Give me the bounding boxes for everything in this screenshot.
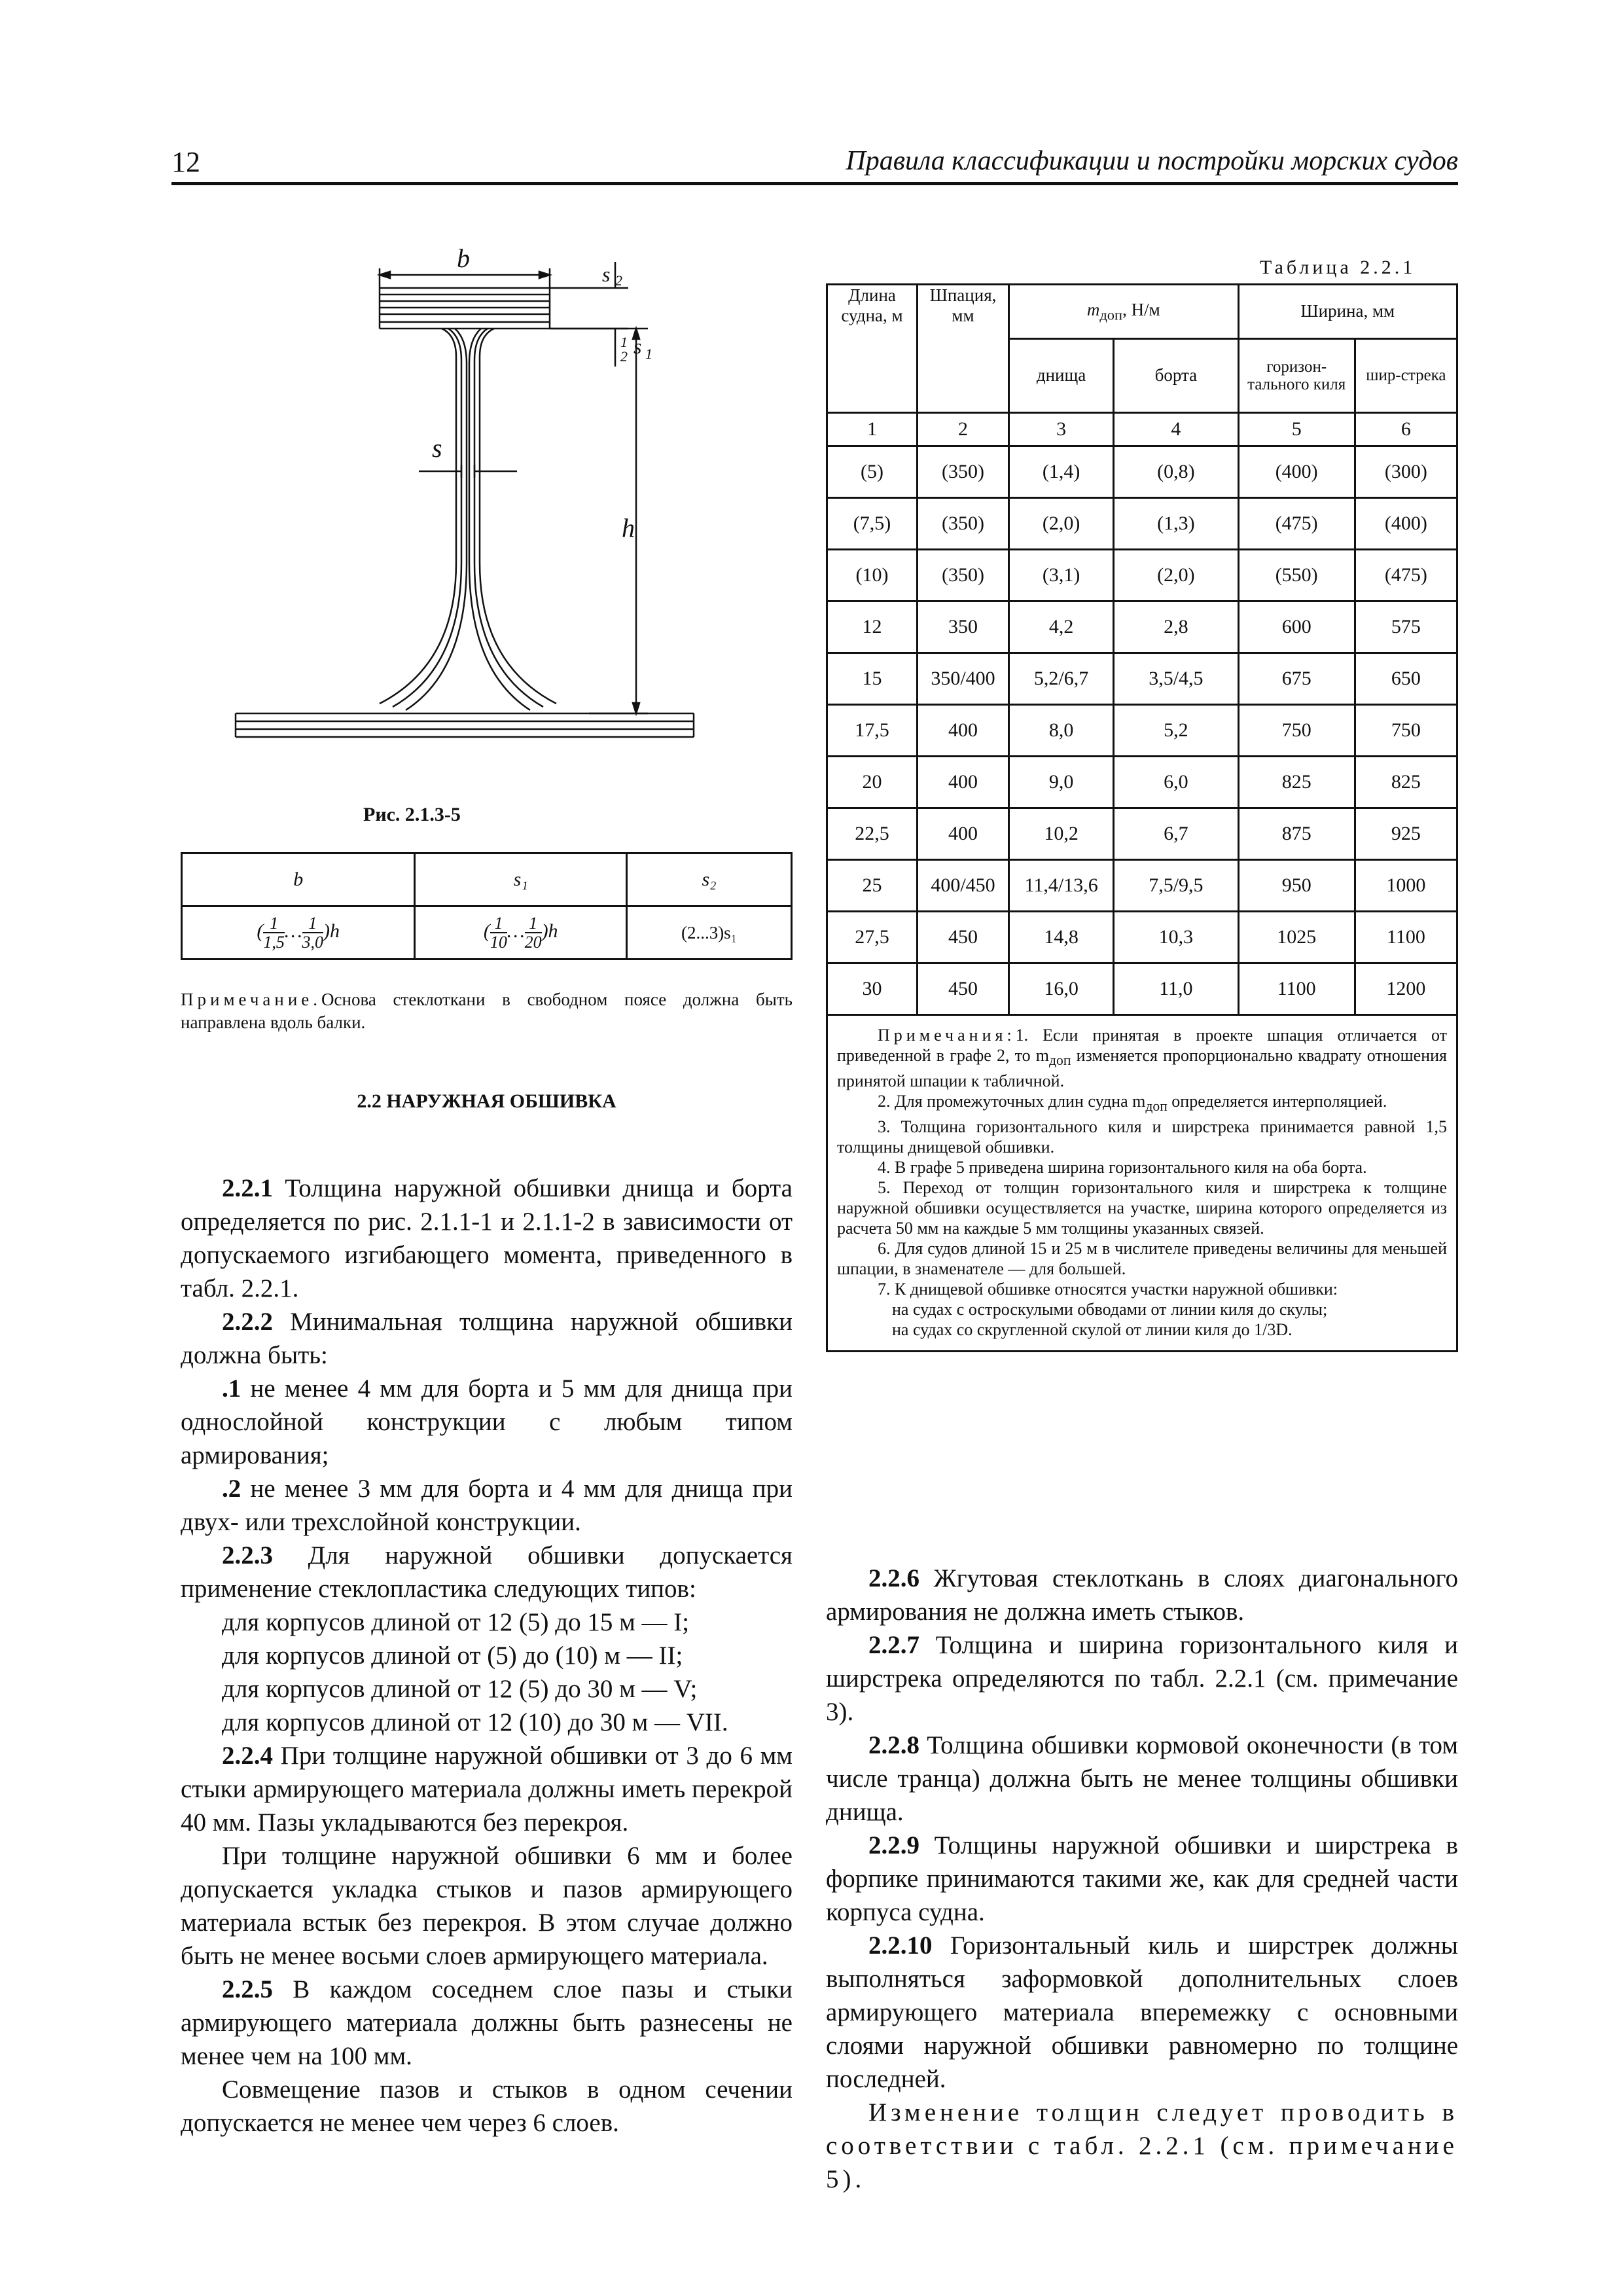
table-row	[827, 653, 1457, 705]
header-s1: s₁	[415, 853, 627, 906]
table-row	[827, 601, 1457, 653]
label-half-den: 2	[620, 348, 628, 365]
col-side-header: борта	[1114, 339, 1238, 413]
value-b: ( $\frac{1}{1,5}$ … $\frac{1}{3,0}$ )h	[182, 906, 415, 960]
paragraph: 2.2.3 Для наружной обшивки допускается применение стеклопластика следующих типов:	[181, 1541, 793, 1603]
table-cell: 1100	[1238, 963, 1355, 1015]
table-cell: 14,8	[1009, 912, 1114, 963]
table-cell: 450	[918, 912, 1009, 963]
table-row	[827, 498, 1457, 550]
table-row	[182, 906, 792, 960]
table-cell: 7,5/9,5	[1114, 860, 1238, 912]
table-cell: 8,0	[1009, 705, 1114, 757]
running-title: Правила классификации и постройки морских судов	[846, 146, 1458, 176]
col-keel-header: горизон-тального киля	[1238, 339, 1355, 413]
paragraph: 2.2.6 Жгутовая стеклоткань в слоях диагонального армирования не должна иметь стыков.	[826, 1564, 1458, 1626]
table-cell: (400)	[1238, 446, 1355, 498]
label-h: h	[622, 513, 635, 543]
table-row	[827, 912, 1457, 963]
list-item: для корпусов длиной от 12 (10) до 30 м — VII.	[222, 1708, 728, 1736]
label-s: s	[432, 433, 442, 463]
table-cell: 25	[827, 860, 918, 912]
col-bottom-header: днища	[1009, 339, 1114, 413]
table-cell: 10,3	[1114, 912, 1238, 963]
table-row	[182, 853, 792, 906]
table-cell: 1100	[1355, 912, 1457, 963]
header-b: b	[182, 853, 415, 906]
table-cell: 825	[1355, 757, 1457, 808]
paragraph: .2 не менее 3 мм для борта и 4 мм для днища при двух- или трехслойной конструкции.	[181, 1475, 793, 1536]
table-cell: 11,0	[1114, 963, 1238, 1015]
table-cell: 400	[918, 705, 1009, 757]
header-s2: s₂	[627, 853, 792, 906]
table-cell: 400	[918, 808, 1009, 860]
page-number: 12	[171, 146, 200, 178]
label-s1-sub: 1	[645, 346, 652, 362]
table-cell: (2,0)	[1114, 550, 1238, 601]
table-cell: 1200	[1355, 963, 1457, 1015]
table-index-row: 1 2 3 4 5 6	[827, 413, 1457, 446]
table-row	[827, 757, 1457, 808]
paragraph: 2.2.9 Толщины наружной обшивки и ширстрека в форпике принимаются такими же, как для средней части корпуса судна.	[826, 1831, 1458, 1926]
table-row	[827, 550, 1457, 601]
table-cell: (300)	[1355, 446, 1457, 498]
table-cell: 6,7	[1114, 808, 1238, 860]
table-cell: 20	[827, 757, 918, 808]
paragraph: 2.2.2 Минимальная толщина наружной обшивки должна быть:	[181, 1308, 793, 1369]
label-s1: s	[633, 334, 642, 358]
paragraph: 2.2.10 Горизонтальный киль и ширстрек должны выполняться заформовкой дополнительных слоев армирующего материала вперемежку с основными слоями наружной обшивки равномерно по толщине последней.	[826, 1931, 1458, 2093]
paragraph: 2.2.7 Толщина и ширина горизонтального киля и ширстрека определяются по табл. 2.2.1 (см. примечание 3).	[826, 1631, 1458, 1726]
table-cell: 400/450	[918, 860, 1009, 912]
table-row	[827, 808, 1457, 860]
dimensions-table	[181, 852, 793, 960]
table-cell: 825	[1238, 757, 1355, 808]
table-notes: Примечания:1. Если принятая в проекте шпация отличается от приведенной в графе 2, то $m_{доп}$ изменяется пропорционально квадрату отношения принятой шпации к табличной. 2. Для промежуточных длин судна $m_{доп}$ определяется интерполяцией. 3. Толщина горизонтального киля и ширстрека принимается равной 1,5 толщины днищевой обшивки. 4. В графе 5 приведена ширина горизонтального киля на оба борта. 5. Переход от толщин горизонтального киля и ширстрека к толщине наружной обшивки осуществляется на участке, ширина которого определяется из расчета 50 мм на каждые 5 мм толщины указанных связей. 6. Для судов длиной 15 и 25 м в числителе приведены величины для меньшей шпации, в знаменателе — для большей. 7. К днищевой обшивке относятся участки наружной обшивки: на судах с остроскулыми обводами от линии киля до скулы; на судах со скругленной скулой от линии киля до 1/3D.	[827, 1015, 1457, 1352]
table-row	[827, 860, 1457, 912]
note-label: Примечание.	[181, 990, 322, 1009]
section-title: 2.2 НАРУЖНАЯ ОБШИВКА	[357, 1090, 616, 1112]
paragraph: При толщине наружной обшивки 6 мм и более допускается укладка стыков и пазов армирующего материала встык без перекроя. В этом случае должно быть не менее восьми слоев армирующего материала.	[181, 1842, 793, 1970]
col-m-header: $m_{доп}$, Н/м	[1009, 285, 1239, 339]
table-cell: 675	[1238, 653, 1355, 705]
table-cell: (3,1)	[1009, 550, 1114, 601]
t-beam-figure	[196, 249, 733, 785]
table-cell: 750	[1238, 705, 1355, 757]
list-item: для корпусов длиной от 12 (5) до 15 м — I;	[222, 1608, 690, 1636]
table-cell: (475)	[1238, 498, 1355, 550]
table-cell: (0,8)	[1114, 446, 1238, 498]
table-notes-row	[827, 1015, 1457, 1352]
table-cell: (350)	[918, 498, 1009, 550]
figure-note	[181, 988, 793, 1034]
table-row	[827, 705, 1457, 757]
col-width-header: Ширина, мм	[1238, 285, 1457, 339]
table-cell: 22,5	[827, 808, 918, 860]
table-cell: 600	[1238, 601, 1355, 653]
paragraph: .1 не менее 4 мм для борта и 5 мм для днища при однослойной конструкции с любым типом армирования;	[181, 1374, 793, 1469]
table-cell: 1025	[1238, 912, 1355, 963]
label-half: 1	[620, 334, 628, 350]
col-spacing-header: Шпация, мм	[918, 285, 1009, 413]
table-cell: 5,2	[1114, 705, 1238, 757]
table-cell: 17,5	[827, 705, 918, 757]
paragraph: 2.2.8 Толщина обшивки кормовой оконечности (в том числе транца) должна быть не менее толщины обшивки днища.	[826, 1731, 1458, 1826]
figure-caption: Рис. 2.1.3-5	[363, 804, 461, 825]
table-cell: 27,5	[827, 912, 918, 963]
table-cell: 925	[1355, 808, 1457, 860]
right-column-text	[826, 1562, 1458, 2196]
table-cell: (400)	[1355, 498, 1457, 550]
table-cell: (1,4)	[1009, 446, 1114, 498]
table-cell: 4,2	[1009, 601, 1114, 653]
value-s2: (2...3)s₁	[627, 906, 792, 960]
table-cell: 875	[1238, 808, 1355, 860]
table-cell: 11,4/13,6	[1009, 860, 1114, 912]
label-s2-sub: 2	[615, 272, 622, 289]
table-cell: (7,5)	[827, 498, 918, 550]
label-s2: s	[602, 262, 611, 286]
table-cell: 1000	[1355, 860, 1457, 912]
table-row	[827, 446, 1457, 498]
label-b: b	[457, 249, 470, 273]
table-cell: (350)	[918, 446, 1009, 498]
header-rule	[171, 182, 1458, 185]
paragraph: Изменение толщин следует проводить в соответствии с табл. 2.2.1 (см. примечание 5).	[826, 2098, 1458, 2193]
table-row	[827, 963, 1457, 1015]
table-cell: (2,0)	[1009, 498, 1114, 550]
list-item: для корпусов длиной от 12 (5) до 30 м — V;	[222, 1675, 698, 1703]
table-header-row	[827, 285, 1457, 339]
table-cell: 2,8	[1114, 601, 1238, 653]
table-cell: (475)	[1355, 550, 1457, 601]
table-title: Таблица 2.2.1	[1260, 257, 1416, 278]
table-cell: 5,2/6,7	[1009, 653, 1114, 705]
plating-table	[826, 283, 1458, 1352]
left-column-text	[181, 1172, 793, 2140]
table-cell: 9,0	[1009, 757, 1114, 808]
value-s1: ( $\frac{1}{10}$ … $\frac{1}{20}$ )h	[415, 906, 627, 960]
table-cell: (550)	[1238, 550, 1355, 601]
list-item: для корпусов длиной от (5) до (10) м — II;	[222, 1641, 683, 1670]
paragraph: Совмещение пазов и стыков в одном сечении допускается не менее чем через 6 слоев.	[181, 2075, 793, 2137]
table-cell: 30	[827, 963, 918, 1015]
note-text: Основа стеклоткани в свободном поясе должна быть направлена вдоль балки.	[181, 990, 793, 1033]
table-cell: 650	[1355, 653, 1457, 705]
paragraph: 2.2.5 В каждом соседнем слое пазы и стыки армирующего материала должны быть разнесены не менее чем на 100 мм.	[181, 1975, 793, 2070]
col-length-header: Длина судна, м	[827, 285, 918, 413]
table-cell: (5)	[827, 446, 918, 498]
table-cell: 350/400	[918, 653, 1009, 705]
col-strake-header: шир-стрека	[1355, 339, 1457, 413]
paragraph: 2.2.1 Толщина наружной обшивки днища и борта определяется по рис. 2.1.1-1 и 2.1.1-2 в зависимости от допускаемого изгибающего момента, приведенного в табл. 2.2.1.	[181, 1174, 793, 1302]
table-cell: 950	[1238, 860, 1355, 912]
table-cell: 6,0	[1114, 757, 1238, 808]
table-cell: 450	[918, 963, 1009, 1015]
table-cell: 10,2	[1009, 808, 1114, 860]
table-cell: 750	[1355, 705, 1457, 757]
table-cell: (10)	[827, 550, 918, 601]
table-cell: (1,3)	[1114, 498, 1238, 550]
table-cell: 3,5/4,5	[1114, 653, 1238, 705]
table-cell: 15	[827, 653, 918, 705]
table-cell: 12	[827, 601, 918, 653]
table-cell: 400	[918, 757, 1009, 808]
table-cell: 16,0	[1009, 963, 1114, 1015]
table-cell: (350)	[918, 550, 1009, 601]
table-cell: 350	[918, 601, 1009, 653]
paragraph: 2.2.4 При толщине наружной обшивки от 3 до 6 мм стыки армирующего материала должны иметь перекрой 40 мм. Пазы укладываются без перекроя.	[181, 1742, 793, 1837]
table-cell: 575	[1355, 601, 1457, 653]
